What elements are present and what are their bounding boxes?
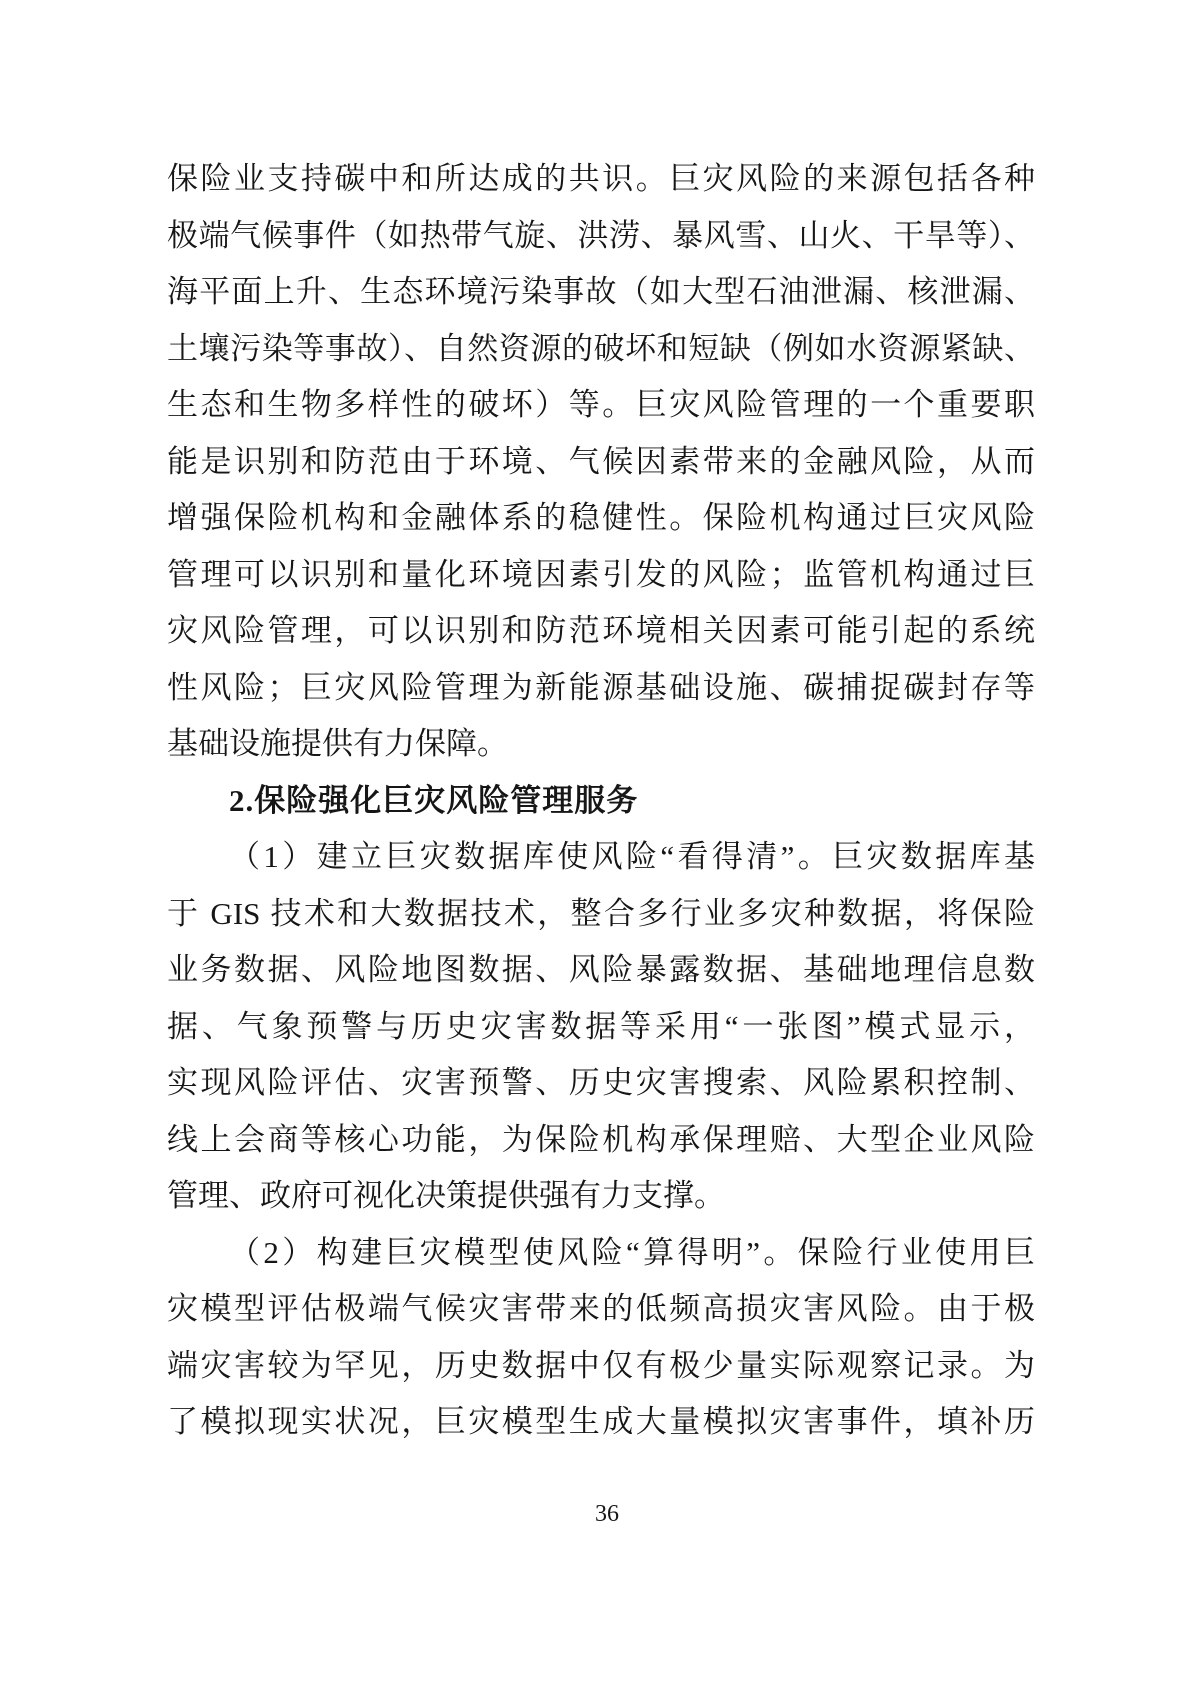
section-heading: 2.保险强化巨灾风险管理服务 xyxy=(229,782,639,818)
text-line: 灾风险管理，可以识别和防范环境相关因素可能引起的系统 xyxy=(167,613,1035,648)
text-line: 了模拟现实状况，巨灾模型生成大量模拟灾害事件，填补历 xyxy=(167,1404,1035,1439)
text-line: 能是识别和防范由于环境、气候因素带来的金融风险，从而 xyxy=(167,443,1035,479)
text-line: 增强保险机构和金融体系的稳健性。保险机构通过巨灾风险 xyxy=(167,500,1035,535)
text-line: 土壤污染等事故）、自然资源的破坏和短缺（例如水资源紧缺、 xyxy=(167,330,1035,366)
text-line: 业务数据、风险地图数据、风险暴露数据、基础地理信息数 xyxy=(167,952,1035,987)
text-line: 海平面上升、生态环境污染事故（如大型石油泄漏、核泄漏、 xyxy=(167,274,1035,309)
text-line: 极端气候事件（如热带气旋、洪涝、暴风雪、山火、干旱等）、 xyxy=(167,217,1035,253)
text-line: 据、气象预警与历史灾害数据等采用“一张图”模式显示， xyxy=(167,1008,1035,1044)
text-line: 基础设施提供有力保障。 xyxy=(167,726,508,761)
text-line: 实现风险评估、灾害预警、历史灾害搜索、风险累积控制、 xyxy=(167,1065,1035,1100)
text-line: （2）构建巨灾模型使风险“算得明”。保险行业使用巨 xyxy=(229,1234,1035,1270)
text-line: 端灾害较为罕见，历史数据中仅有极少量实际观察记录。为 xyxy=(167,1347,1035,1383)
text-line: 管理可以识别和量化环境因素引发的风险；监管机构通过巨 xyxy=(167,556,1035,592)
text-line: 于 GIS 技术和大数据技术，整合多行业多灾种数据，将保险 xyxy=(167,895,1035,931)
page-number: 36 xyxy=(595,1501,619,1527)
text-line: 生态和生物多样性的破坏）等。巨灾风险管理的一个重要职 xyxy=(167,387,1035,422)
text-line: 管理、政府可视化决策提供强有力支撑。 xyxy=(167,1178,725,1213)
text-line: 灾模型评估极端气候灾害带来的低频高损灾害风险。由于极 xyxy=(167,1291,1035,1326)
text-line: 性风险；巨灾风险管理为新能源基础设施、碳捕捉碳封存等 xyxy=(167,669,1035,705)
body-text-block xyxy=(167,151,1035,1451)
text-line: 保险业支持碳中和所达成的共识。巨灾风险的来源包括各种 xyxy=(167,161,1035,196)
text-line: （1）建立巨灾数据库使风险“看得清”。巨灾数据库基 xyxy=(229,839,1035,874)
text-line: 线上会商等核心功能，为保险机构承保理赔、大型企业风险 xyxy=(167,1121,1035,1157)
